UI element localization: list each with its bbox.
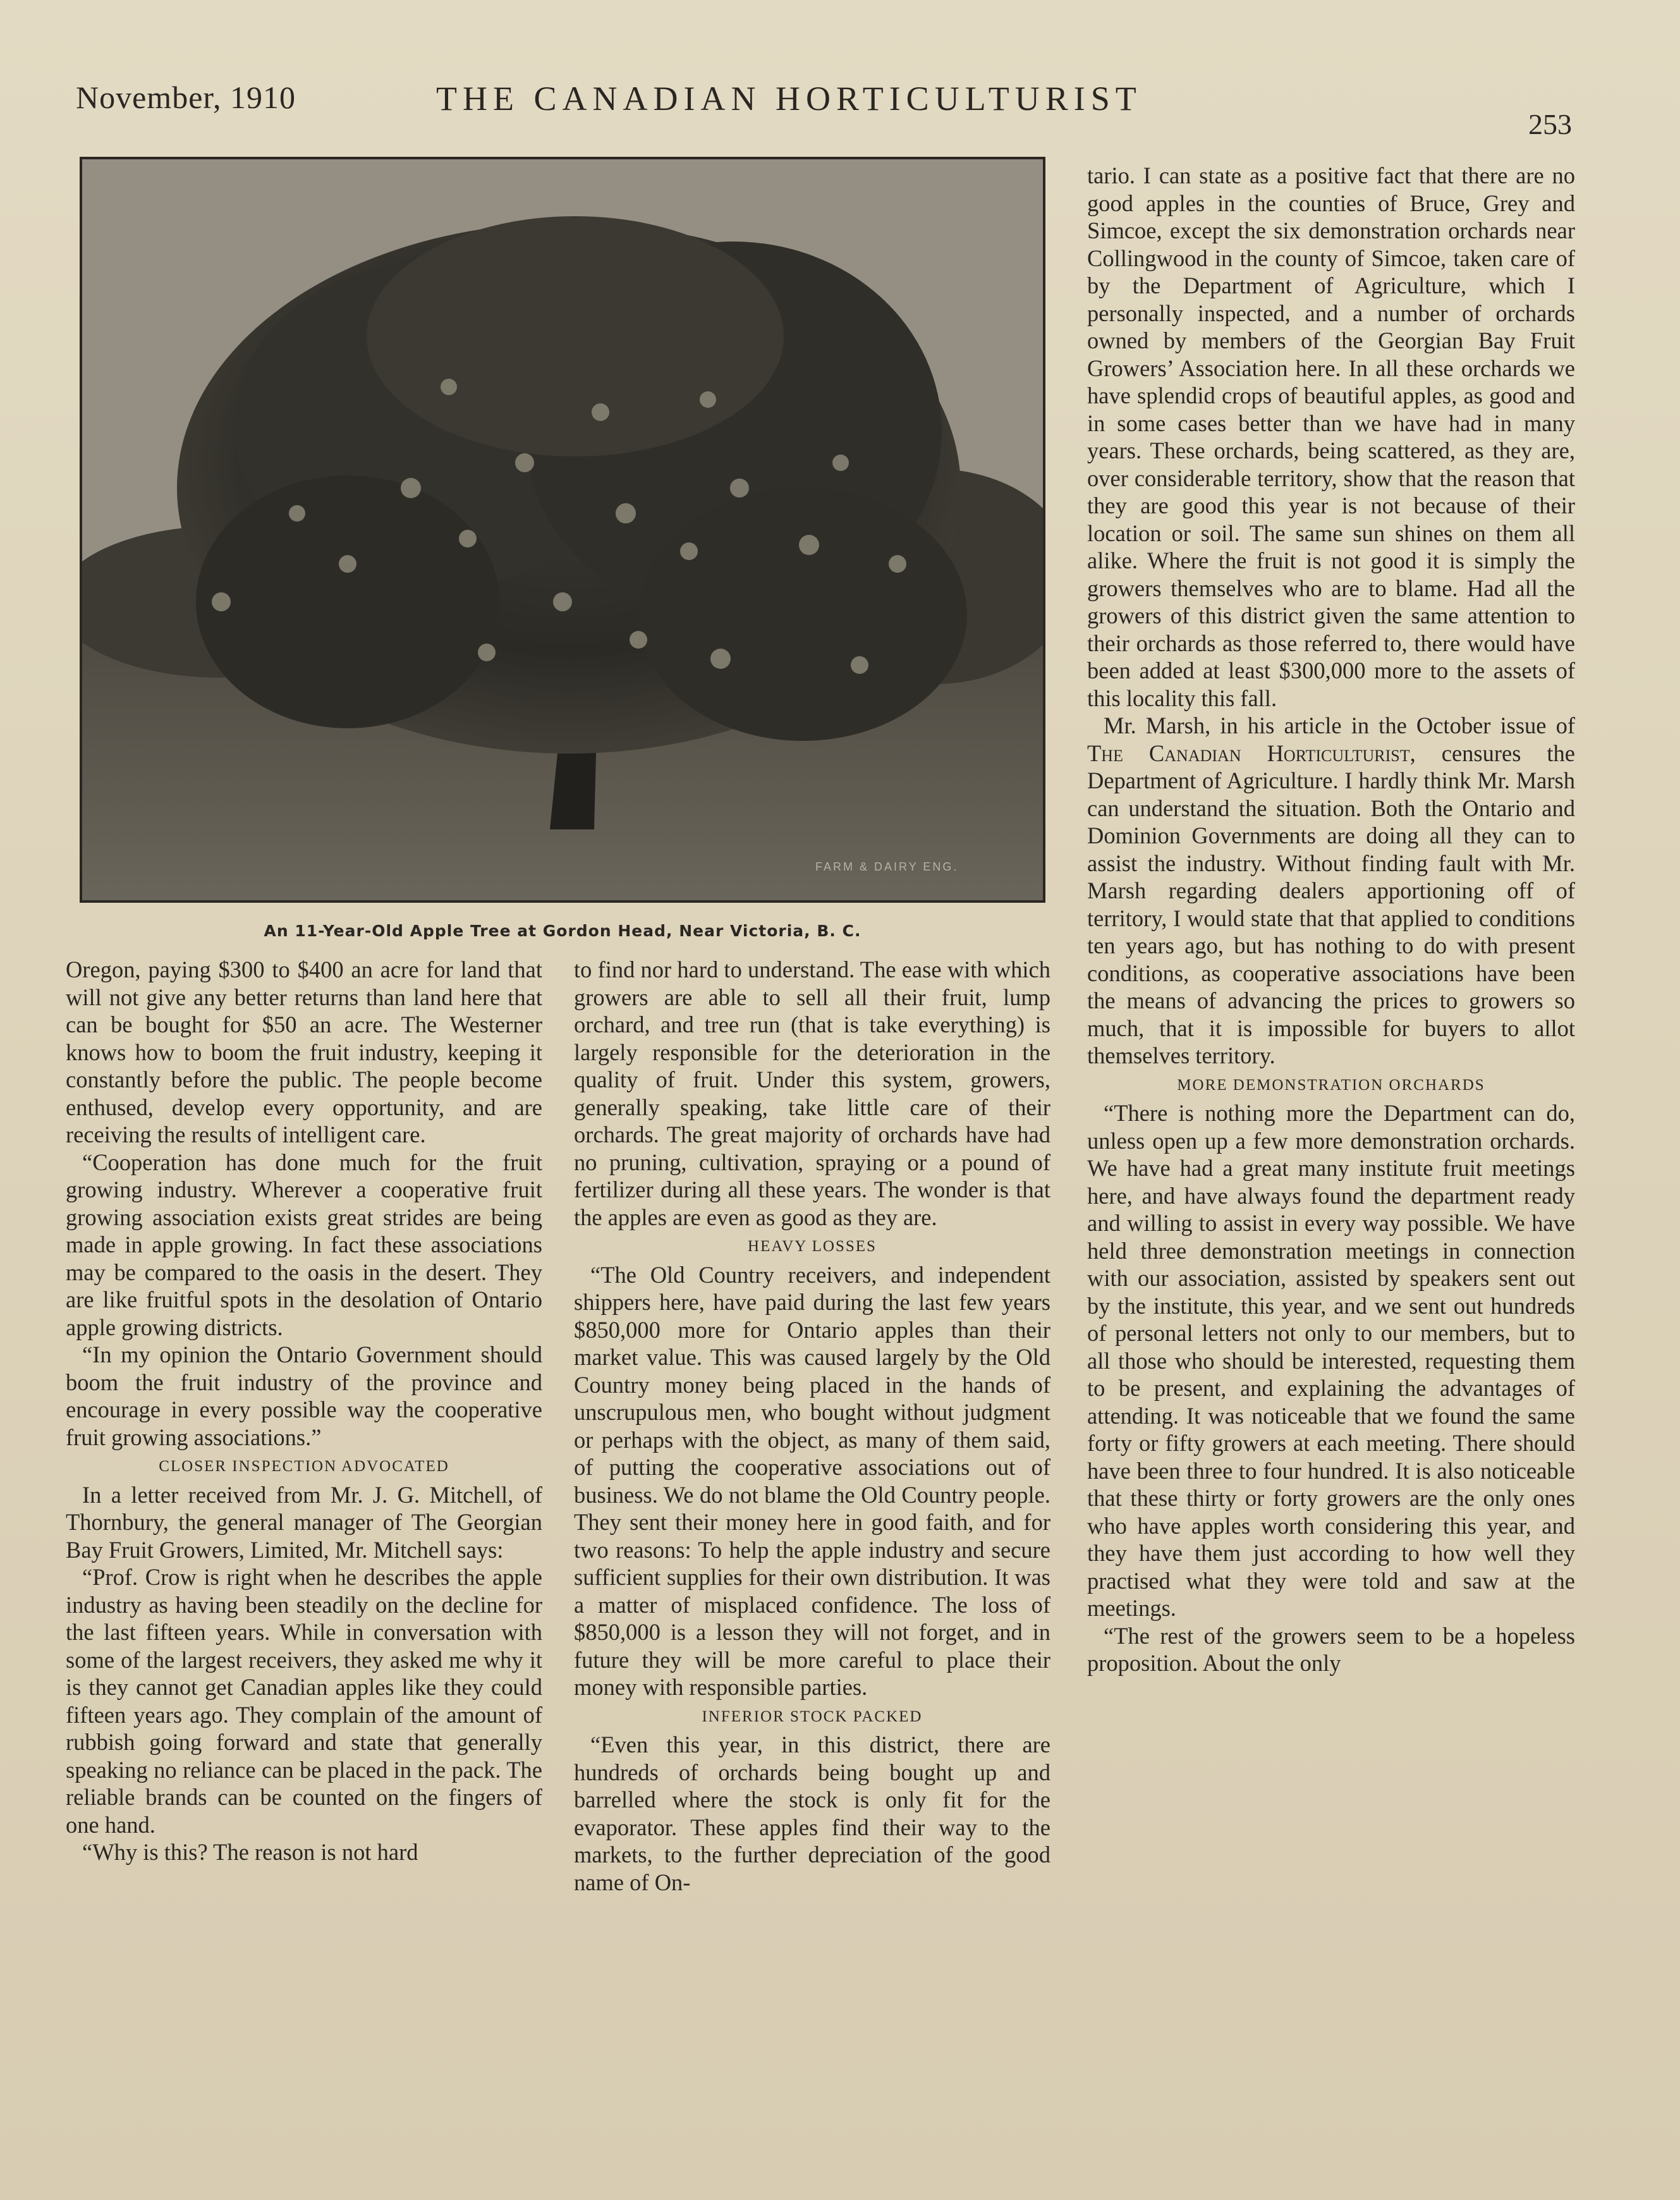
text-column-3 — [1087, 162, 1575, 1677]
section-heading: HEAVY LOSSES — [748, 1238, 877, 1255]
paragraph: “Prof. Crow is right when he describes the apple industry as having been steadily on the decline for the last fifteen years. While in conversation with some of the largest receivers, they asked me why it is they cannot get Canadian apples like they could fifteen years ago. They complain of the amount of rubbish going forward and state that generally speaking no reliance can be placed in the pack. The reliable brands can be counted on the fingers of one hand. — [66, 1564, 542, 1838]
apple-tree-illustration — [82, 159, 1043, 900]
paragraph: “Even this year, in this district, there are hundreds of orchards being bought up and barrelled where the stock is only fit for the evaporator. These apples find their way to the markets, to the further depreciation of the good name of On- — [574, 1732, 1050, 1895]
text-column-1 — [66, 956, 542, 1866]
photo-caption: An 11-Year-Old Apple Tree at Gordon Head, Near Victoria, B. C. — [264, 922, 861, 940]
paragraph-text: , censures the Department of Agriculture. I hardly think Mr. Marsh can understand the situation. Both the Ontario and Dominion Governments are doing all they can to assist the industry. Without finding fault with Mr. Marsh regarding dealers apportioning off of territory, I would state that that applied to conditions ten years ago, but has nothing to do with present conditions, as cooperative associations have been the means of advancing the prices to growers so much, that it is impossible for buyers to allot themselves territory. — [1087, 740, 1575, 1068]
paragraph: “Cooperation has done much for the fruit growing industry. Wherever a cooperative fruit growing association exists great strides are being made in apple growing. In fact these associations may be compared to the oasis in the desert. They are like fruitful spots in the desolation of Ontario apple growing districts. — [66, 1149, 542, 1340]
section-heading: MORE DEMONSTRATION ORCHARDS — [1177, 1076, 1485, 1094]
paragraph: tario. I can state as a positive fact that there are no good apples in the counties of Bruce, Grey and Simcoe, except the six demonstration orchards near Collingwood in the county of Simcoe, taken care of by the Department of Agriculture, which I personally inspected, and a number of orchards owned by members of the Georgian Bay Fruit Growers’ Association here. In all these orchards we have splendid crops of beautiful apples, as good and in some cases better than we have had in many years. These orchards, being scattered, as they are, over considerable territory, show that the reason that they are good this year is not because of their location or soil. The same sun shines on them all alike. Where the fruit is not good it is simply the growers themselves who are to blame. Had all the growers of this district given the same attention to their orchards as those referred to, there would have been added at least $300,000 more to the assets of this locality this fall. — [1087, 162, 1575, 711]
paragraph: “In my opinion the Ontario Government should boom the fruit industry of the province and encourage in every possible way the cooperative fruit growing associations.” — [66, 1341, 542, 1450]
page-number: 253 — [1528, 108, 1572, 140]
paragraph: In a letter received from Mr. J. G. Mitchell, of Thornbury, the general manager of The Georgian Bay Fruit Growers, Limited, Mr. Mitchell says: — [66, 1481, 542, 1563]
paragraph: Oregon, paying $300 to $400 an acre for land that will not give any better returns than land here that can be bought for $50 an acre. The Westerner knows how to boom the fruit industry, keeping it constantly before the public. The people become enthused, develop every opportunity, and are receiving the results of intelligent care. — [66, 956, 542, 1147]
text-column-2 — [574, 956, 1050, 1896]
paragraph: “Why is this? The reason is not hard — [82, 1839, 418, 1865]
paragraph — [1087, 712, 1575, 1070]
paragraph-text: Mr. Marsh, in his article in the October issue of — [1104, 712, 1575, 738]
section-heading: CLOSER INSPECTION ADVOCATED — [159, 1458, 449, 1475]
apple-tree-photograph — [80, 157, 1045, 903]
magazine-name-reference: The Canadian Horticulturist — [1087, 740, 1410, 766]
photo-credit: FARM & DAIRY ENG. — [815, 860, 959, 873]
paragraph: “There is nothing more the Department can do, unless open up a few more demonstration orchards. We have had a great many institute fruit meetings here, and have always found the department ready and willing to assist in every way possible. We have held three demonstration meetings in connection with our association, assisted by speakers sent out by the institute, this year, and we sent out hundreds of personal letters not only to our members, but to all those who should be interested, requesting them to be present, and explaining the advantages of attending. It was noticeable that we found the same forty or fifty growers at each meeting. There should have been three to four hundred. It is also noticeable that these thirty or forty growers are the only ones who have apples worth considering this year, and they have them just according to how well they practised what they were told and saw at the meetings. — [1087, 1100, 1575, 1621]
paragraph: “The Old Country receivers, and independent shippers here, have paid during the last few years $850,000 more for Ontario apples than their market value. This was caused largely by the Old Country money being placed in the hands of unscrupulous men, who bought without judgment or perhaps with the object, as many of them said, of putting the cooperative associations out of business. We do not blame the Old Country people. They sent their money here in good faith, and for two reasons: To help the apple industry and secure sufficient supplies for their own distribution. It was a matter of misplaced confidence. The loss of $850,000 is a lesson they will not forget, and in future they will be more careful to place their money with responsible parties. — [574, 1261, 1050, 1700]
issue-date: November, 1910 — [76, 80, 296, 115]
paragraph: to find nor hard to understand. The ease with which growers are able to sell all their fruit, lump orchard, and tree run (that is take everything) is largely responsible for the deterioration in the quality of fruit. Under this system, growers, generally speaking, take little care of their orchards. The great majority of orchards have had no pruning, cultivation, spraying or a pound of fertilizer during all these years. The wonder is that the apples are even as good as they are. — [574, 956, 1050, 1230]
paragraph: “The rest of the growers seem to be a hopeless proposition. About the only — [1087, 1622, 1575, 1676]
section-heading: INFERIOR STOCK PACKED — [702, 1708, 923, 1725]
magazine-title: THE CANADIAN HORTICULTURIST — [436, 80, 1142, 118]
